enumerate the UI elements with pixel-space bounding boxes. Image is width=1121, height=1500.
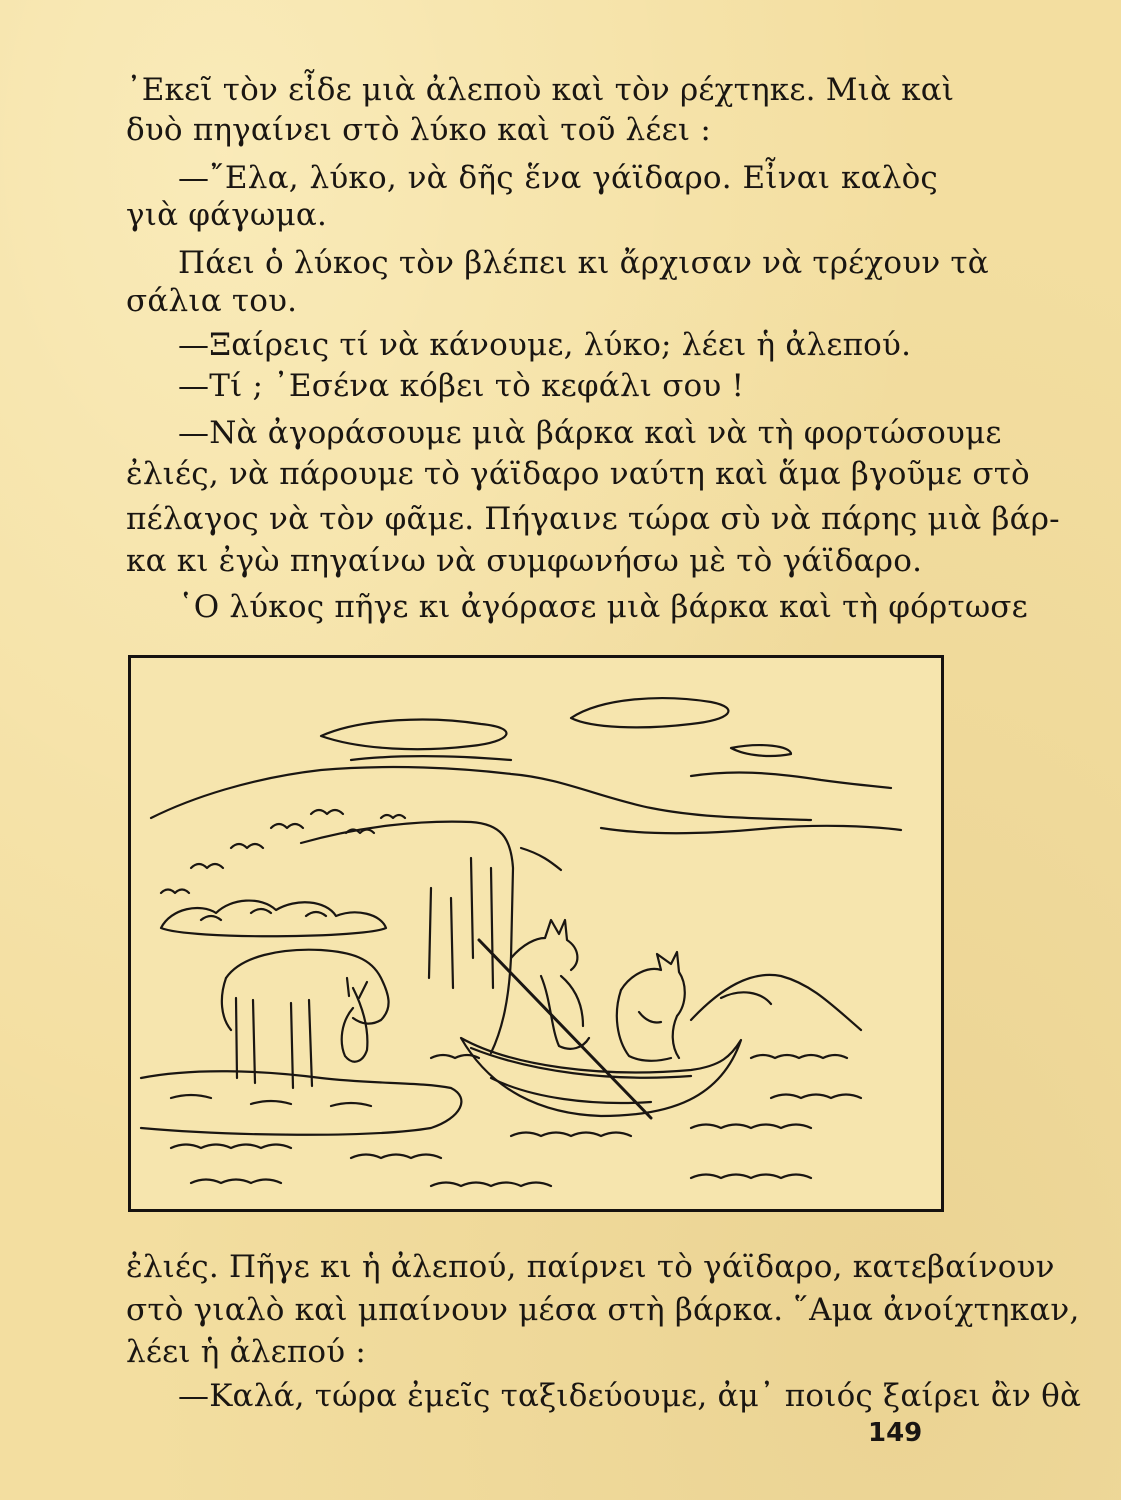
text-line: —Ξαίρεις τί νὰ κάνουμε, λύκο; λέει ἡ ἀλεπού. <box>178 327 912 363</box>
text-line: ᾿Εκεῖ τὸν εἶδε μιὰ ἀλεποὺ καὶ τὸν ρέχτηκε. Μιὰ καὶ <box>126 72 955 108</box>
oar <box>479 940 651 1118</box>
text-line: γιὰ φάγωμα. <box>126 197 328 233</box>
text-line: ἐλιές, νὰ πάρουμε τὸ γάϊδαρο ναύτη καὶ ἅμα βγοῦμε στὸ <box>126 456 1030 492</box>
text-line: —῎Ελα, λύκο, νὰ δῆς ἕνα γάϊδαρο. Εἶναι καλὸς <box>178 160 938 196</box>
donkey-leg <box>253 1000 255 1083</box>
text-line: Πάει ὁ λύκος τὸν βλέπει κι ἄρχισαν νὰ τρέχουν τὰ <box>178 245 989 281</box>
text-line: —Τί ; ᾿Εσένα κόβει τὸ κεφάλι σου ! <box>178 368 745 404</box>
text-line: ῾Ο λύκος πῆγε κι ἀγόρασε μιὰ βάρκα καὶ τὴ φόρτωσε <box>178 589 1028 625</box>
illustration-drawing <box>131 658 941 1209</box>
donkey-leg <box>309 1000 312 1086</box>
illustration-wolf-fox-donkey <box>128 655 944 1212</box>
text-line: —Νὰ ἀγοράσουμε μιὰ βάρκα καὶ νὰ τὴ φορτώσουμε <box>178 415 1002 451</box>
text-line: πέλαγος νὰ τὸν φᾶμε. Πήγαινε τώρα σὺ νὰ πάρης μιὰ βάρ- <box>126 501 1060 537</box>
text-line: κα κι ἐγὼ πηγαίνω νὰ συμφωνήσω μὲ τὸ γάϊδαρο. <box>126 543 923 579</box>
text-line: ἐλιές. Πῆγε κι ἡ ἀλεπού, παίρνει τὸ γάϊδαρο, κατεβαίνουν <box>126 1249 1055 1285</box>
cloud-shape <box>321 720 506 750</box>
cloud-shape <box>571 698 728 727</box>
text-line: σάλια του. <box>126 283 298 319</box>
text-line: —Καλά, τώρα ἐμεῖς ταξιδεύουμε, ἀμ᾿ ποιός ξαίρει ἂν θὰ <box>178 1378 1082 1414</box>
text-line: λέει ἡ ἀλεπού : <box>126 1334 367 1370</box>
page-number: 149 <box>868 1418 923 1448</box>
text-line: δυὸ πηγαίνει στὸ λύκο καὶ τοῦ λέει : <box>126 112 711 148</box>
text-line: στὸ γιαλὸ καὶ μπαίνουν μέσα στὴ βάρκα. ῞Αμα ἀνοίχτηκαν, <box>126 1292 1080 1328</box>
donkey-leg <box>236 998 237 1078</box>
